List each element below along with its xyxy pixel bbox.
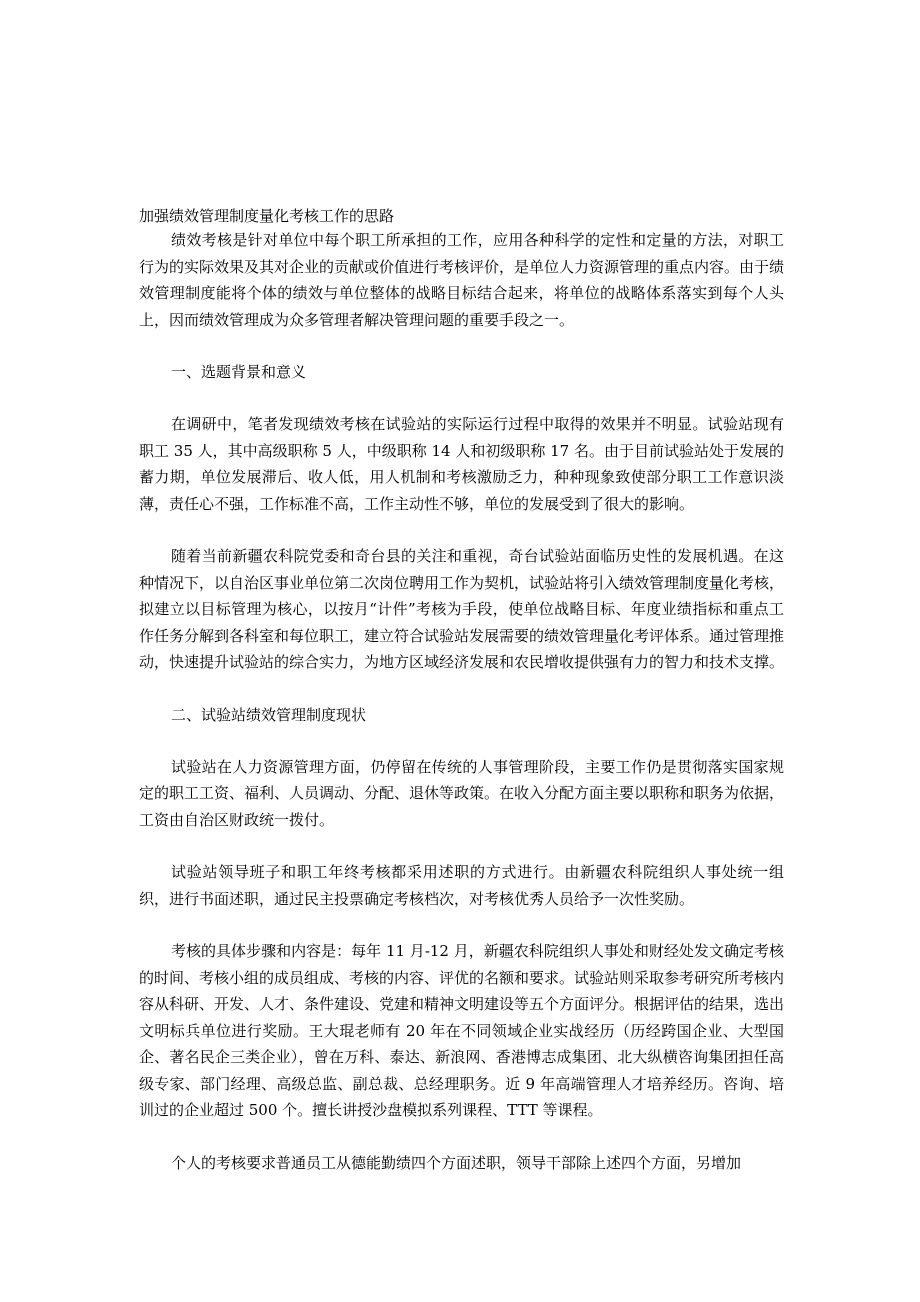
section-1-paragraph-1: 在调研中，笔者发现绩效考核在试验站的实际运行过程中取得的效果并不明显。试验站现有职工 35 人，其中高级职称 5 人，中级职称 14 人和初级职称 17 名。由于目前试验站处于发展的蓄力期，单位发展滞后、收人低，用人机制和考核激励乏力，种种现象致使部分职工工作意识淡薄，责任心不强，工作标准不高，工作主动性不够，单位的发展受到了很大的影响。 — [139, 415, 784, 513]
intro-paragraph: 绩效考核是针对单位中每个职工所承担的工作，应用各种科学的定性和定量的方法，对职工行为的实际效果及其对企业的贡献或价值进行考核评价，是单位人力资源管理的重点内容。由于绩效管理制度能将个体的绩效与单位整体的战略目标结合起来，将单位的战略体系落实到每个人头上，因而绩效管理成为众多管理者解决管理问题的重要手段之一。 — [139, 231, 785, 329]
section-2-paragraph-3: 考核的具体步骤和内容是：每年 11 月-12 月，新疆农科院组织人事处和财经处发文确定考核的时间、考核小组的成员组成、考核的内容、评优的名额和要求。试验站则采取参考研究所考核内容从科研、开发、人才、条件建设、党建和精神文明建设等五个方面评分。根据评估的结果，选出文明标兵单位进行奖励。王大琨老师有 20 年在不同领域企业实战经历（历经跨国企业、大型国企、著名民企三类企业），曾在万科、泰达、新浪网、香港博志成集团、北大纵横咨询集团担任高级专家、部门经理、高级总监、副总裁、总经理职务。近 9 年高端管理人才培养经历。咨询、培训过的企业超过 500 个。擅长讲授沙盘模拟系列课程、TTT 等课程。 — [139, 942, 785, 1119]
spacer — [139, 728, 784, 754]
spacer — [139, 517, 784, 543]
spacer — [139, 833, 784, 859]
document-title: 加强绩效管理制度量化考核工作的思路 — [139, 207, 395, 225]
section-2-paragraph-2: 试验站领导班子和职工年终考核都采用述职的方式进行。由新疆农科院组织人事处统一组织，进行书面述职，通过民主投票确定考核档次，对考核优秀人员给予一次性奖励。 — [139, 863, 784, 908]
spacer — [139, 333, 784, 359]
section-2-paragraph-4: 个人的考核要求普通员工从德能勤绩四个方面述职，领导干部除上述四个方面，另增加 — [171, 1153, 742, 1172]
section-1-paragraph-2: 随着当前新疆农科院党委和奇台县的关注和重视，奇台试验站面临历史性的发展机遇。在这种情况下，以自治区事业单位第二次岗位聘用工作为契机，试验站将引入绩效管理制度量化考核，拟建立以目标管理为核心，以按月“计件”考核为手段，使单位战略目标、年度业绩指标和重点工作任务分解到各科室和每位职工，建立符合试验站发展需要的绩效管理量化考评体系。通过管理推动，快速提升试验站的综合实力，为地方区域经济发展和农民增收提供强有力的智力和技术支撑。 — [139, 547, 785, 671]
section-1-heading: 一、选题背景和意义 — [171, 363, 307, 381]
spacer — [139, 676, 784, 702]
document-page — [139, 205, 784, 1176]
section-2-paragraph-1: 试验站在人力资源管理方面，仍停留在传统的人事管理阶段，主要工作仍是贯彻落实国家规定的职工工资、福利、人员调动、分配、退休等政策。在收入分配方面主要以职称和职务为依据，工资由自治区财政统一拨付。 — [139, 757, 785, 829]
section-2-heading: 二、试验站绩效管理制度现状 — [171, 705, 367, 724]
spacer — [139, 1124, 784, 1150]
spacer — [139, 385, 784, 411]
spacer — [139, 912, 784, 938]
